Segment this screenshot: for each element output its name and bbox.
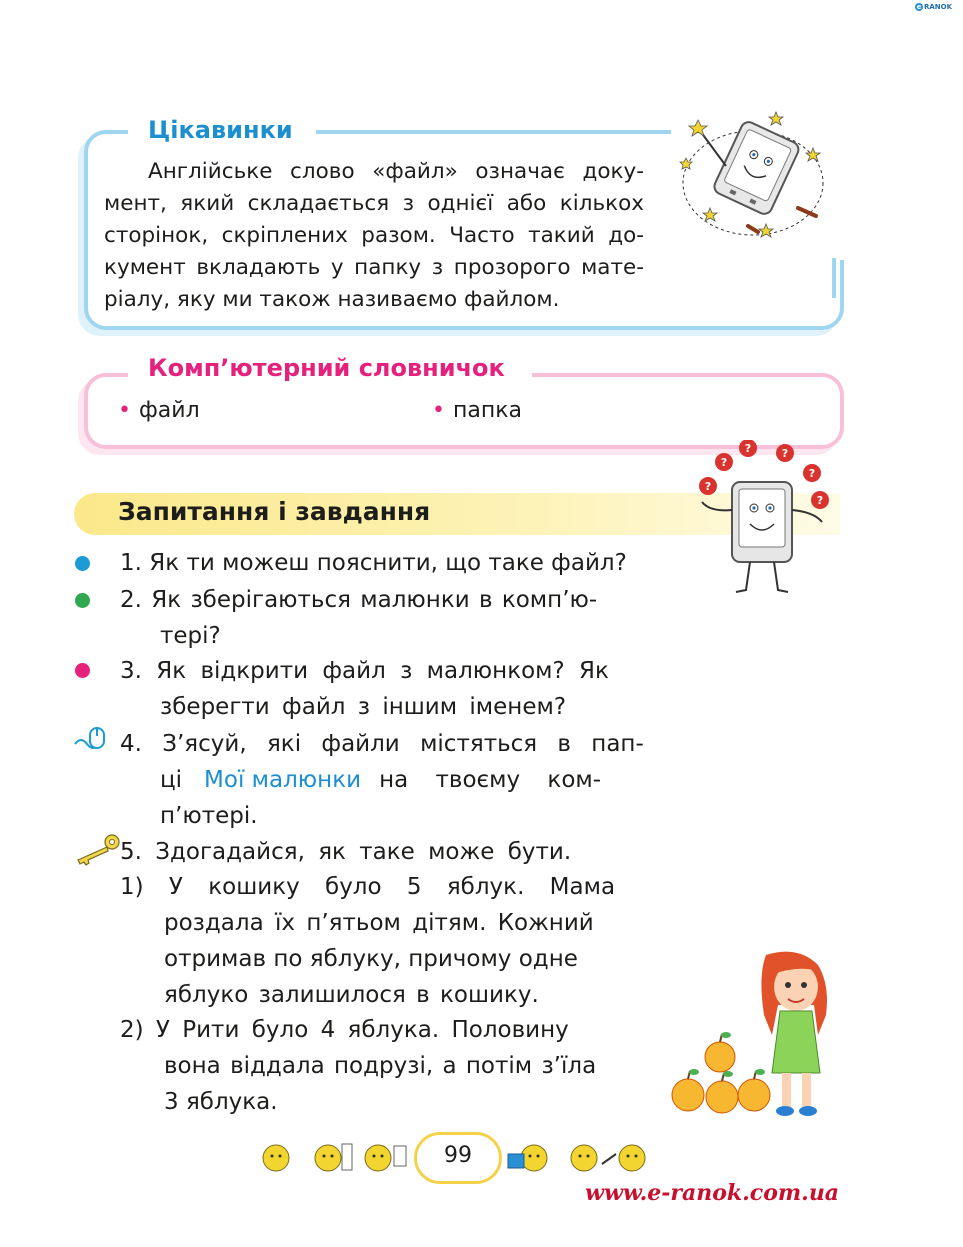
puzzle-1-line-1: 1) У кошику було 5 яблук. Мама xyxy=(120,874,616,900)
bullet-icon: • xyxy=(432,398,445,423)
my-pictures-folder-link: Мої малюнки xyxy=(204,767,362,793)
page-number: 99 xyxy=(444,1143,472,1168)
facts-line-4: кумент вкладають у папку з прозорого мате- xyxy=(104,255,644,280)
publisher-url: www.e-ranok.com.ua xyxy=(585,1180,840,1206)
publisher-logo-text: RANOK xyxy=(924,3,953,11)
svg-text:?: ? xyxy=(808,467,816,480)
girl-with-apples-illustration xyxy=(668,945,840,1120)
tablet-magician-illustration xyxy=(678,108,828,243)
svg-text:?: ? xyxy=(744,442,752,455)
dictionary-item: • папка xyxy=(432,398,523,423)
mouse-icon xyxy=(73,722,111,760)
question-2-cont: тері? xyxy=(160,623,221,649)
facts-frame-rightline xyxy=(832,258,836,298)
key-icon xyxy=(72,832,122,866)
question-1: 1. Як ти можеш пояснити, що таке файл? xyxy=(120,550,627,576)
facts-text xyxy=(104,156,644,316)
question-3: 3. Як відкрити файл з малюнком? Як xyxy=(120,658,609,684)
bullet-icon: • xyxy=(118,398,131,423)
facts-line-5: ріалу, яку ми також називаємо файлом. xyxy=(104,287,560,312)
facts-line-3: сторінок, скріплених разом. Часто такий до- xyxy=(104,223,644,248)
puzzle-2-line-3: 3 яблука. xyxy=(164,1089,278,1115)
facts-line-2: мент, який складається з однієї або кількох xyxy=(104,191,644,216)
publisher-logo xyxy=(915,3,952,11)
dictionary-item: • файл xyxy=(118,398,200,423)
puzzle-1-line-3: отримав по яблуку, причому одне xyxy=(164,946,578,972)
green-bullet-icon xyxy=(75,593,90,608)
svg-text:?: ? xyxy=(720,456,728,469)
facts-title: Цікавинки xyxy=(148,116,293,144)
puzzle-2-line-2: вона віддала подрузі, а потім з’їла xyxy=(164,1053,597,1079)
tablet-juggler-illustration xyxy=(690,440,840,600)
puzzle-1-line-2: роздала їх п’ятьом дітям. Кожний xyxy=(164,910,594,936)
facts-line-1: Англійське слово «файл» означає доку- xyxy=(148,159,644,184)
section-title: Запитання і завдання xyxy=(118,497,431,526)
question-3-cont: зберегти файл з іншим іменем? xyxy=(160,694,567,720)
question-5: 5. Здогадайся, як таке може бути. xyxy=(120,839,572,865)
svg-text:?: ? xyxy=(781,447,789,460)
puzzle-1-line-4: яблуко залишилося в кошику. xyxy=(164,982,539,1008)
puzzle-2-line-1: 2) У Рити було 4 яблука. Половину xyxy=(120,1017,569,1043)
dictionary-title: Комп’ютерний словничок xyxy=(148,354,505,382)
pink-bullet-icon xyxy=(75,663,90,678)
question-4: 4. З’ясуй, які файли містяться в пап- xyxy=(120,731,644,757)
footer-right-mascots-illustration xyxy=(504,1134,654,1178)
facts-frame-topline xyxy=(316,130,671,134)
svg-text:?: ? xyxy=(816,494,824,507)
question-4-cont2: п’ютері. xyxy=(160,803,258,829)
svg-text:?: ? xyxy=(704,480,712,493)
e-letter-icon: e xyxy=(916,3,922,11)
footer-left-mascots-illustration xyxy=(256,1134,414,1178)
question-4-cont: ці Мої малюнки на твоєму ком- xyxy=(160,767,602,793)
question-2: 2. Як зберігаються малюнки в комп’ю- xyxy=(120,587,598,613)
blue-bullet-icon xyxy=(75,556,90,571)
